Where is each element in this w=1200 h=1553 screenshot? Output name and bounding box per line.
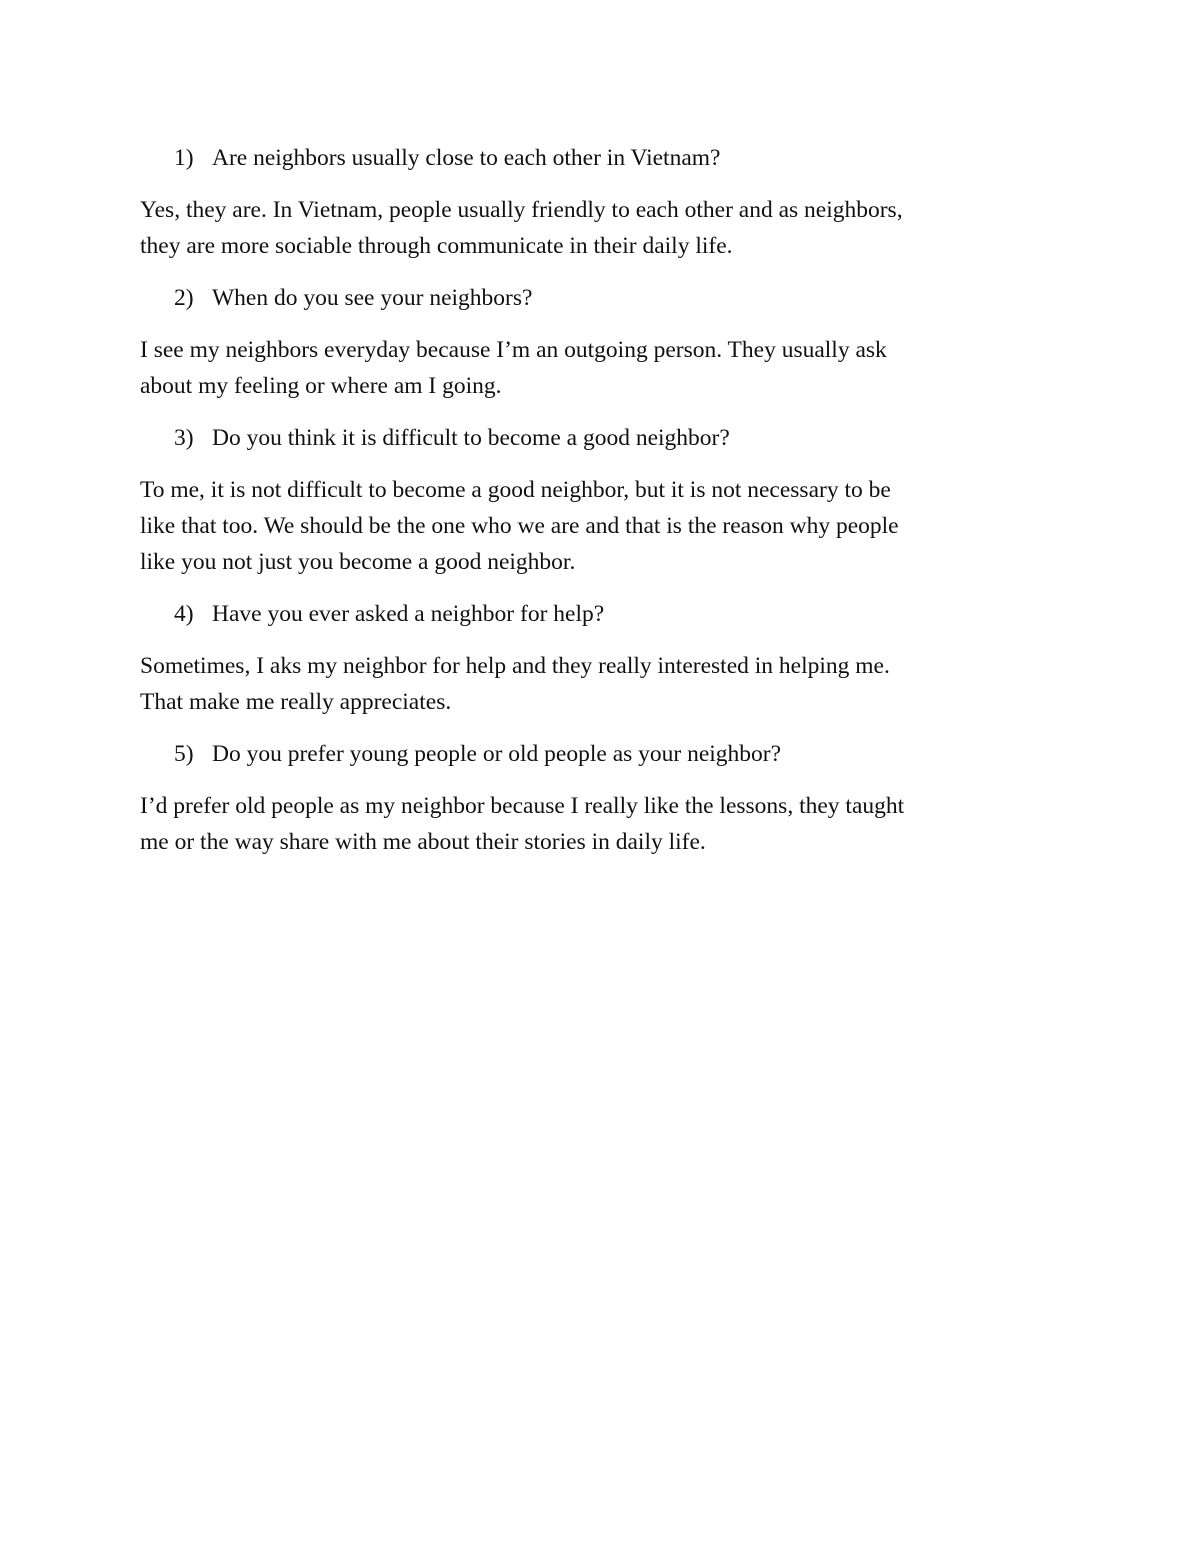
qa-item-5 xyxy=(140,736,1060,860)
question-3 xyxy=(140,420,1060,456)
qa-item-3 xyxy=(140,420,1060,580)
qa-item-2 xyxy=(140,280,1060,404)
answer-line: me or the way share with me about their stories in daily life. xyxy=(140,829,706,855)
question-text: Are neighbors usually close to each other in Vietnam? xyxy=(212,145,721,171)
answer-line: like you not just you become a good neighbor. xyxy=(140,549,576,575)
qa-item-1 xyxy=(140,140,1060,264)
answer-line: That make me really appreciates. xyxy=(140,689,452,715)
answer-3 xyxy=(140,472,1060,580)
answer-5 xyxy=(140,788,1060,860)
question-number: 3) xyxy=(174,425,194,451)
answer-2 xyxy=(140,332,1060,404)
answer-line: To me, it is not difficult to become a good neighbor, but it is not necessary to be xyxy=(140,477,891,503)
question-number: 4) xyxy=(174,601,194,627)
answer-line: I see my neighbors everyday because I’m an outgoing person. They usually ask xyxy=(140,337,887,363)
answer-line: like that too. We should be the one who we are and that is the reason why people xyxy=(140,513,899,539)
question-2 xyxy=(140,280,1060,316)
question-text: Have you ever asked a neighbor for help? xyxy=(212,601,605,627)
answer-line: I’d prefer old people as my neighbor because I really like the lessons, they taught xyxy=(140,793,905,819)
answer-4 xyxy=(140,648,1060,720)
question-number: 2) xyxy=(174,285,194,311)
qa-item-4 xyxy=(140,596,1060,720)
answer-line: they are more sociable through communicate in their daily life. xyxy=(140,233,733,259)
answer-line: Sometimes, I aks my neighbor for help and they really interested in helping me. xyxy=(140,653,890,679)
question-text: Do you prefer young people or old people as your neighbor? xyxy=(212,741,782,767)
document-body xyxy=(140,140,1060,876)
question-number: 1) xyxy=(174,145,194,171)
question-1 xyxy=(140,140,1060,176)
question-text: Do you think it is difficult to become a good neighbor? xyxy=(212,425,730,451)
answer-line: about my feeling or where am I going. xyxy=(140,373,502,399)
question-5 xyxy=(140,736,1060,772)
question-text: When do you see your neighbors? xyxy=(212,285,533,311)
question-number: 5) xyxy=(174,741,194,767)
answer-1 xyxy=(140,192,1060,264)
question-4 xyxy=(140,596,1060,632)
answer-line: Yes, they are. In Vietnam, people usually friendly to each other and as neighbors, xyxy=(140,197,903,223)
